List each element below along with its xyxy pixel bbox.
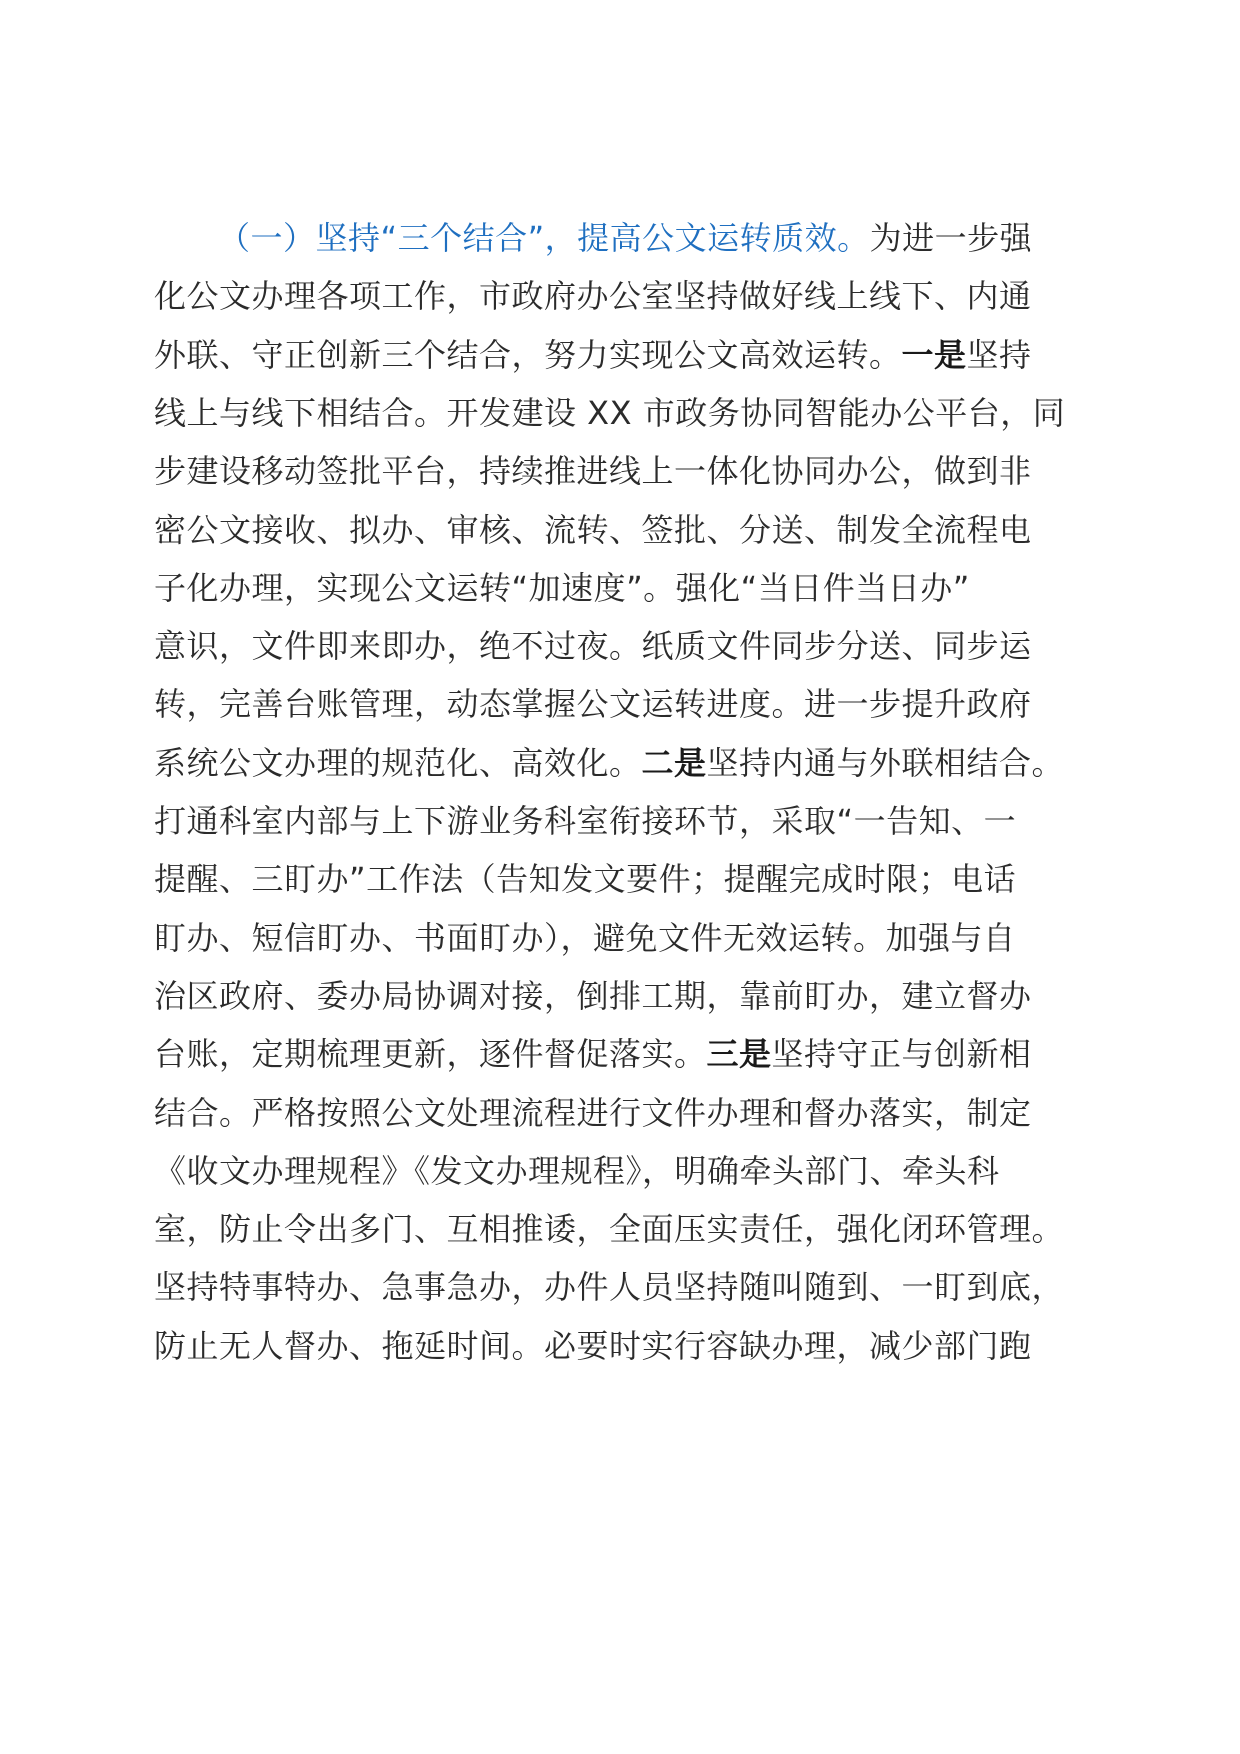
body-text: 坚持守正与创新相 bbox=[771, 1035, 1032, 1074]
body-text: 提醒、三盯办”工作法（告知发文要件；提醒完成时限；电话 bbox=[154, 860, 1017, 899]
body-text: 密公文接收、拟办、审核、流转、签批、分送、制发全流程电 bbox=[154, 510, 1032, 549]
text-line bbox=[154, 918, 1016, 958]
text-line bbox=[154, 1209, 1064, 1249]
body-text: 化公文办理各项工作，市政府办公室坚持做好线上线下、内通 bbox=[154, 277, 1032, 316]
body-text: 外联、守正创新三个结合，努力实现公文高效运转。 bbox=[154, 335, 902, 374]
text-line bbox=[154, 743, 1064, 783]
text-line bbox=[154, 510, 1032, 550]
body-text: 坚持特事特办、急事急办，办件人员坚持随叫随到、一盯到底， bbox=[154, 1268, 1065, 1307]
emphasis-label: 一是 bbox=[901, 335, 967, 374]
text-line bbox=[218, 218, 1032, 258]
text-line bbox=[154, 626, 1032, 666]
body-text: 《收文办理规程》《发文办理规程》，明确牵头部门、牵头科 bbox=[154, 1151, 1000, 1190]
body-text: 盯办、短信盯办、书面盯办），避免文件无效运转。加强与自 bbox=[154, 918, 1016, 957]
text-line bbox=[154, 1151, 1000, 1191]
text-line bbox=[154, 684, 1032, 724]
text-line bbox=[154, 393, 1065, 433]
body-text: 打通科室内部与上下游业务科室衔接环节，采取“一告知、一 bbox=[154, 802, 1017, 840]
body-text: 线上与线下相结合。开发建设 XX 市政务协同智能办公平台，同 bbox=[154, 393, 1066, 432]
section-heading: （一）坚持“三个结合”，提高公文运转质效。 bbox=[218, 219, 870, 257]
text-line bbox=[154, 1267, 1064, 1307]
text-line bbox=[154, 801, 1016, 841]
body-text: 为进一步强 bbox=[869, 219, 1033, 257]
body-text: 坚持 bbox=[966, 335, 1032, 374]
text-line bbox=[154, 976, 1032, 1016]
body-text: 坚持内通与外联相结合。 bbox=[706, 743, 1065, 782]
text-line bbox=[154, 451, 1032, 491]
body-text: 结合。严格按照公文处理流程进行文件办理和督办落实，制定 bbox=[154, 1093, 1032, 1132]
body-text: 防止无人督办、拖延时间。必要时实行容缺办理，减少部门跑 bbox=[154, 1326, 1032, 1365]
emphasis-label: 三是 bbox=[706, 1035, 772, 1074]
text-line bbox=[154, 335, 1032, 375]
body-text: 步建设移动签批平台，持续推进线上一体化协同办公，做到非 bbox=[154, 452, 1032, 491]
text-line bbox=[154, 568, 970, 608]
body-text: 治区政府、委办局协调对接，倒排工期，靠前盯办，建立督办 bbox=[154, 976, 1032, 1015]
body-text: 转，完善台账管理，动态掌握公文运转进度。进一步提升政府 bbox=[154, 685, 1032, 724]
text-line bbox=[154, 1093, 1032, 1133]
text-line bbox=[154, 1034, 1032, 1074]
emphasis-label: 二是 bbox=[641, 743, 707, 782]
body-text: 台账，定期梳理更新，逐件督促落实。 bbox=[154, 1035, 707, 1074]
text-line bbox=[154, 1326, 1032, 1366]
body-text: 系统公文办理的规范化、高效化。 bbox=[154, 743, 642, 782]
body-text: 子化办理，实现公文运转“加速度”。强化“当日件当日办” bbox=[154, 568, 970, 607]
body-text: 意识，文件即来即办，绝不过夜。纸质文件同步分送、同步运 bbox=[154, 627, 1032, 666]
body-text: 室，防止令出多门、互相推诿，全面压实责任，强化闭环管理。 bbox=[154, 1210, 1065, 1249]
text-line bbox=[154, 276, 1032, 316]
text-line bbox=[154, 859, 1016, 899]
